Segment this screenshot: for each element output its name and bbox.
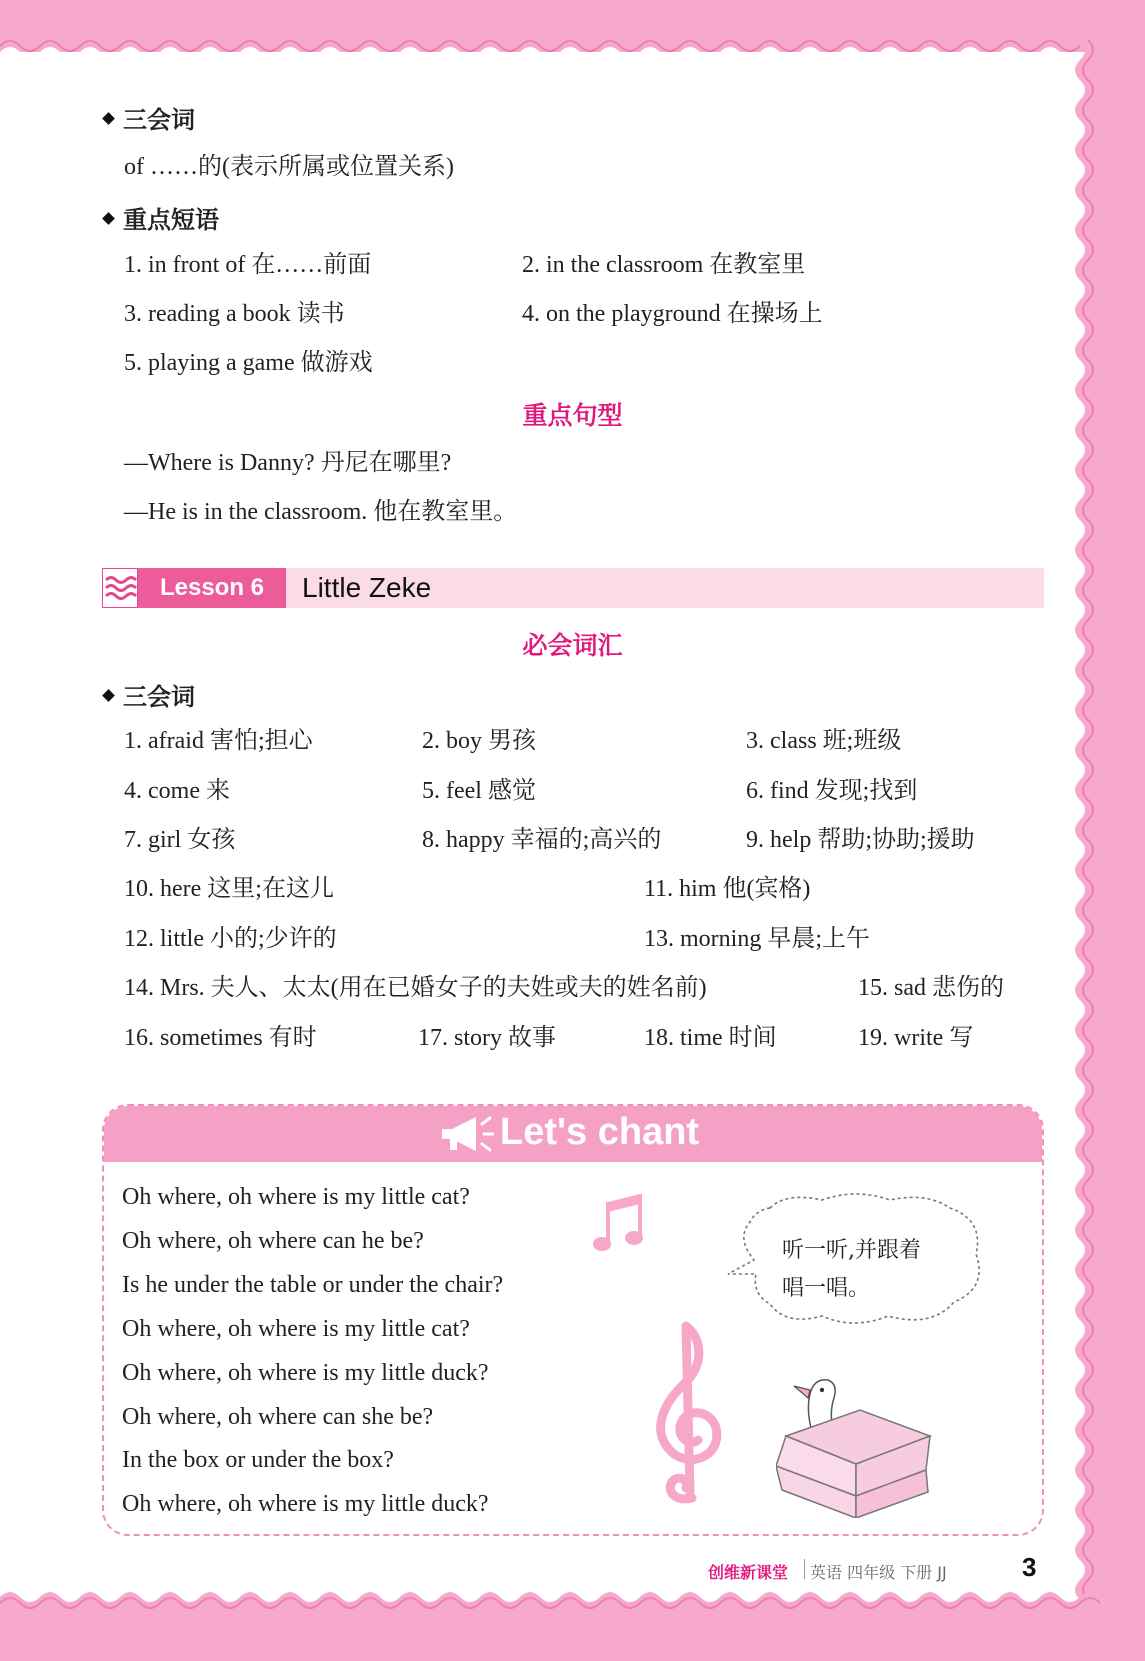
treble-clef-icon — [640, 1316, 736, 1506]
vocab-item: 3. class 班;班级 — [746, 728, 902, 754]
heading-text: 三会词 — [123, 106, 195, 134]
key-sentences-title: 重点句型 — [522, 401, 623, 430]
vocab-item: 9. help 帮助;协助;援助 — [746, 827, 975, 853]
phrase-item: 4. on the playground 在操场上 — [522, 301, 823, 327]
diamond-bullet-icon — [102, 212, 115, 225]
vocab-item: 14. Mrs. 夫人、太太(用在已婚女子的夫姓或夫的姓名前) — [124, 975, 707, 1001]
phrase-item: 3. reading a book 读书 — [124, 301, 345, 327]
word-of: of ……的(表示所属或位置关系) — [124, 154, 454, 180]
waves-icon — [102, 568, 138, 608]
chant-line: Oh where, oh where can she be? — [122, 1404, 434, 1430]
lesson-name: Little Zeke — [302, 572, 432, 603]
sentence-line: —He is in the classroom. 他在教室里。 — [124, 499, 518, 525]
phrase-item: 1. in front of 在……前面 — [124, 252, 372, 278]
chant-line: Oh where, oh where is my little cat? — [122, 1184, 470, 1210]
chant-line: Oh where, oh where is my little cat? — [122, 1316, 470, 1342]
vocab-item: 8. happy 幸福的;高兴的 — [422, 827, 662, 853]
vocab-item: 13. morning 早晨;上午 — [644, 926, 870, 952]
bubble-text-line2: 唱一唱。 — [782, 1276, 871, 1301]
vocab-item: 10. here 这里;在这儿 — [124, 876, 334, 902]
vocab-item: 11. him 他(宾格) — [644, 876, 811, 902]
vocab-item: 1. afraid 害怕;担心 — [124, 728, 313, 754]
footer-info: 英语 四年级 下册 JJ — [810, 1563, 947, 1582]
phrase-item: 2. in the classroom 在教室里 — [522, 252, 806, 278]
heading-key-phrases — [104, 200, 219, 235]
vocab-item: 4. come 来 — [124, 778, 230, 804]
heading-sanhuici-lesson — [104, 677, 195, 712]
diamond-bullet-icon — [102, 112, 115, 125]
diamond-bullet-icon — [102, 689, 115, 702]
bubble-text-line1: 听一听,并跟着 — [782, 1238, 921, 1263]
vocab-item: 18. time 时间 — [644, 1025, 777, 1051]
lesson-tag: Lesson 6 — [138, 568, 286, 608]
vocab-item: 5. feel 感觉 — [422, 778, 536, 804]
heading-text: 重点短语 — [123, 206, 219, 234]
heading-sanhuici — [104, 100, 195, 135]
vocab-item: 2. boy 男孩 — [422, 728, 536, 754]
vocab-item: 7. girl 女孩 — [124, 827, 236, 853]
bottom-wave-border — [0, 1585, 1110, 1625]
vocab-item: 17. story 故事 — [418, 1025, 556, 1051]
heading-text: 三会词 — [123, 683, 195, 711]
vocab-item: 12. little 小的;少许的 — [124, 926, 337, 952]
right-wave-border — [1070, 40, 1110, 1600]
megaphone-icon — [438, 1112, 494, 1156]
vocab-title: 必会词汇 — [522, 631, 623, 660]
chant-title: Let's chant — [500, 1111, 700, 1153]
duck-in-box-illustration — [776, 1370, 936, 1518]
chant-line: Is he under the table or under the chair? — [122, 1272, 504, 1298]
footer-divider — [804, 1559, 805, 1579]
footer-brand: 创维新课堂 — [708, 1563, 789, 1582]
sentence-line: —Where is Danny? 丹尼在哪里? — [124, 450, 452, 476]
chant-line: Oh where, oh where is my little duck? — [122, 1491, 489, 1517]
vocab-item: 16. sometimes 有时 — [124, 1025, 317, 1051]
vocab-item: 15. sad 悲伤的 — [858, 975, 1004, 1001]
chant-line: In the box or under the box? — [122, 1447, 394, 1473]
vocab-item: 6. find 发现;找到 — [746, 778, 918, 804]
chant-line: Oh where, oh where can he be? — [122, 1228, 424, 1254]
chant-line: Oh where, oh where is my little duck? — [122, 1360, 489, 1386]
vocab-item: 19. write 写 — [858, 1025, 974, 1051]
page-number: 3 — [1022, 1552, 1037, 1582]
phrase-item: 5. playing a game 做游戏 — [124, 350, 373, 376]
music-note-icon — [592, 1190, 650, 1256]
